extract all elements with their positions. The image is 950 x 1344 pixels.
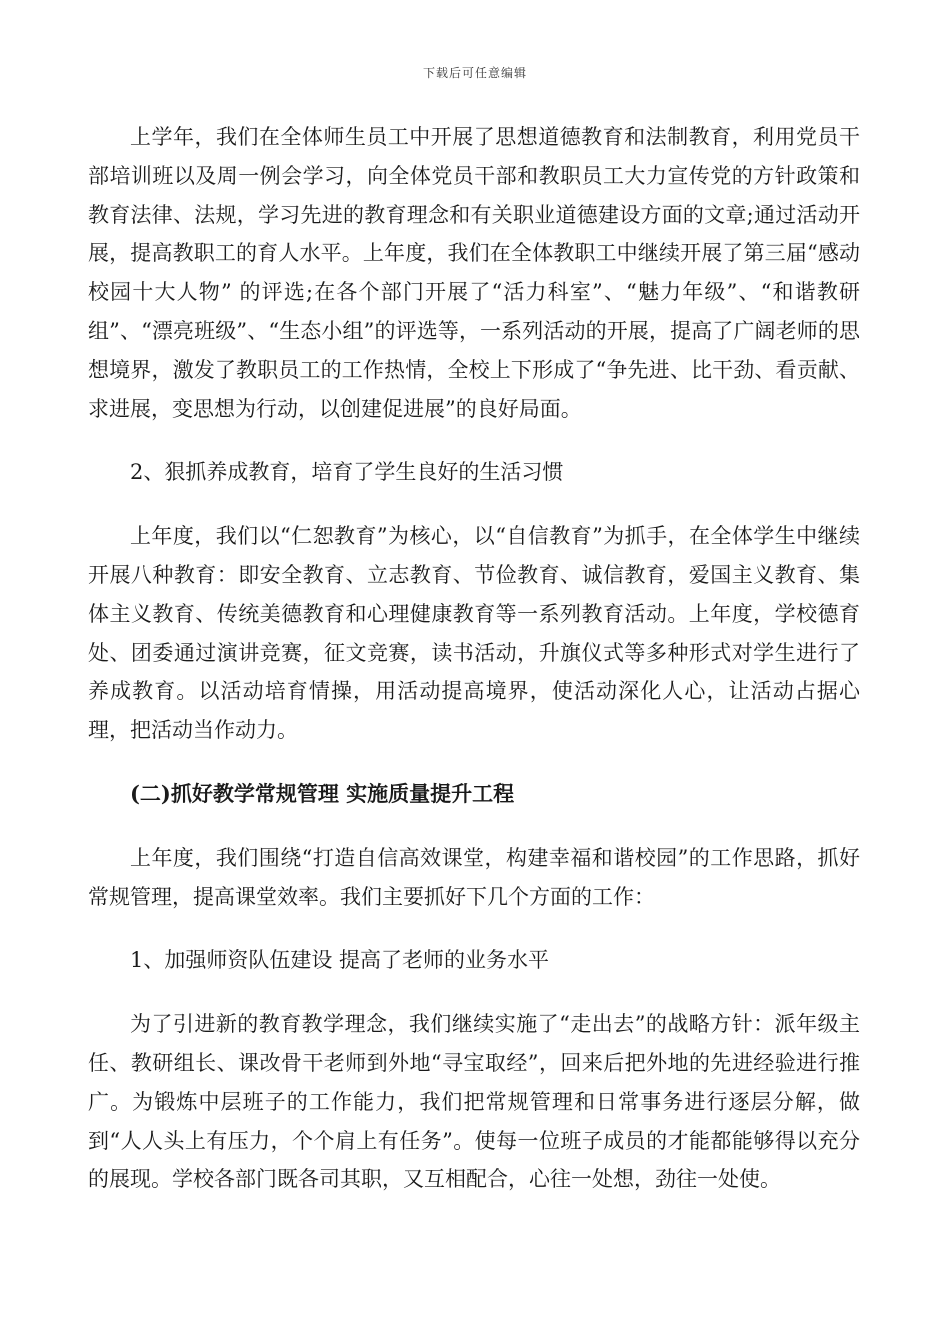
document-body [88,118,860,1199]
paragraph-moral-education: 上学年，我们在全体师生员工中开展了思想道德教育和法制教育，利用党员干部培训班以及周一例会学习，向全体党员干部和教职员工大力宣传党的方针政策和教育法律、法规，学习先进的教育理念和有关职业道德建设方面的文章;通过活动开展，提高教职工的育人水平。上年度，我们在全体教职工中继续开展了第三届“感动校园十大人物” 的评选;在各个部门开展了“活力科室”、“魅力年级”、“和谐教研组”、“漂亮班级”、“生态小组”的评选等，一系列活动的开展，提高了广阔老师的思想境界，激发了教职员工的工作热情，全校上下形成了“争先进、比干劲、看贡献、求进展，变思想为行动，以创建促进展”的良好局面。 [88,125,860,421]
section-heading-teaching-management: (二)抓好教学常规管理 实施质量提升工程 [130,780,515,806]
subheading-habit-education: 2、狠抓养成教育，培育了学生良好的生活习惯 [130,460,564,485]
page-header: 下载后可任意编辑 [422,66,527,80]
paragraph-teaching-management: 上年度，我们围绕“打造自信高效课堂，构建幸福和谐校园”的工作思路，抓好常规管理，提高课堂效率。我们主要抓好下几个方面的工作： [88,845,860,909]
subheading-teacher-team: 1、加强师资队伍建设 提高了老师的业务水平 [130,948,550,973]
paragraph-habit-education: 上年度，我们以“仁恕教育”为核心，以“自信教育”为抓手，在全体学生中继续开展八种教育：即安全教育、立志教育、节俭教育、诚信教育，爱国主义教育、集体主义教育、传统美德教育和心理健康教育等一系列教育活动。上年度，学校德育处、团委通过演讲竞赛，征文竞赛，读书活动，升旗仪式等多种形式对学生进行了养成教育。以活动培育情操，用活动提高境界，使活动深化人心，让活动占据心理，把活动当作动力。 [88,524,860,743]
paragraph-teacher-team: 为了引进新的教育教学理念，我们继续实施了“走出去”的战略方针：派年级主任、教研组长、课改骨干老师到外地“寻宝取经”，回来后把外地的先进经验进行推广。为锻炼中层班子的工作能力，我们把常规管理和日常事务进行逐层分解，做到“人人头上有压力，个个肩上有任务”。使每一位班子成员的才能都能够得以充分的展现。学校各部门既各司其职，又互相配合，心往一处想，劲往一处使。 [88,1012,860,1192]
